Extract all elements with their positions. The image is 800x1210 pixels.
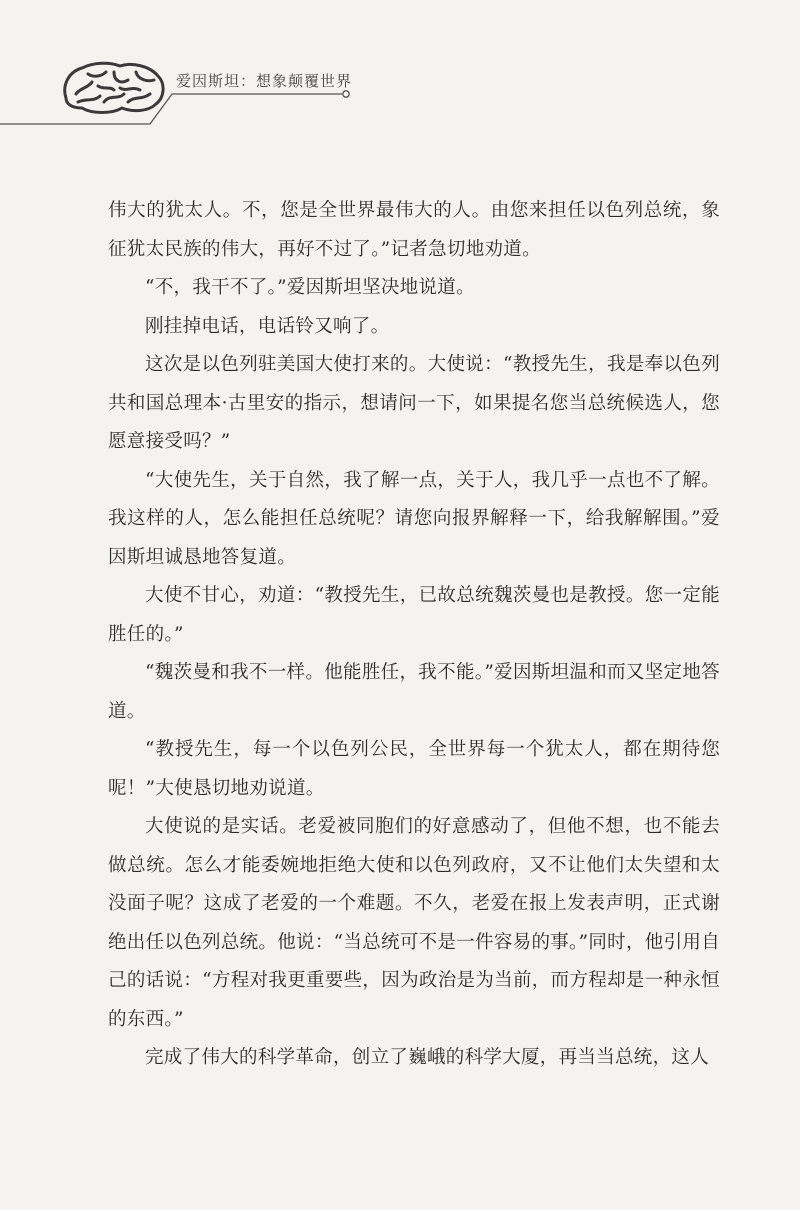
paragraph: “不，我干不了。”爱因斯坦坚决地说道。: [145, 277, 475, 298]
paragraph: “魏茨曼和我不一样。他能胜任，我不能。”爱因斯坦温和而又坚定地答道。: [108, 662, 720, 722]
page-header: [0, 0, 800, 130]
header-rule: [0, 0, 800, 130]
paragraph: 这次是以色列驻美国大使打来的。大使说：“教授先生，我是奉以色列共和国总理本·古里安的指示，想请问一下，如果提名您当总统候选人，您愿意接受吗？”: [108, 354, 720, 452]
book-title: 爱因斯坦：想象颠覆世界: [176, 72, 353, 90]
paragraph: 刚挂掉电话，电话铃又响了。: [145, 315, 390, 337]
paragraph: 大使说的是实话。老爱被同胞们的好意感动了，但他不想，也不能去做总统。怎么才能委婉地拒绝大使和以色列政府，又不让他们太失望和太没面子呢？这成了老爱的一个难题。不久，老爱在报上发表声明，正式谢绝出任以色列总统。他说：“当总统可不是一件容易的事。”同时，他引用自己的话说：“方程对我更重要些，因为政治是为当前，而方程却是一种永恒的东西。”: [108, 816, 720, 1030]
body-text: [108, 192, 720, 1078]
paragraph: 伟大的犹太人。不，您是全世界最伟大的人。由您来担任以色列总统，象征犹太民族的伟大，再好不过了。”记者急切地劝道。: [108, 200, 720, 260]
paragraph: 完成了伟大的科学革命，创立了巍峨的科学大厦，再当当总统，这人: [145, 1047, 710, 1068]
paragraph: “教授先生，每一个以色列公民，全世界每一个犹太人，都在期待您呢！”大使恳切地劝说道。: [108, 739, 720, 799]
paragraph: “大使先生，关于自然，我了解一点，关于人，我几乎一点也不了解。我这样的人，怎么能担任总统呢？请您向报界解释一下，给我解解围。”爱因斯坦诚恳地答复道。: [108, 469, 720, 568]
paragraph: 大使不甘心，劝道：“教授先生，已故总统魏茨曼也是教授。您一定能胜任的。”: [108, 585, 720, 645]
